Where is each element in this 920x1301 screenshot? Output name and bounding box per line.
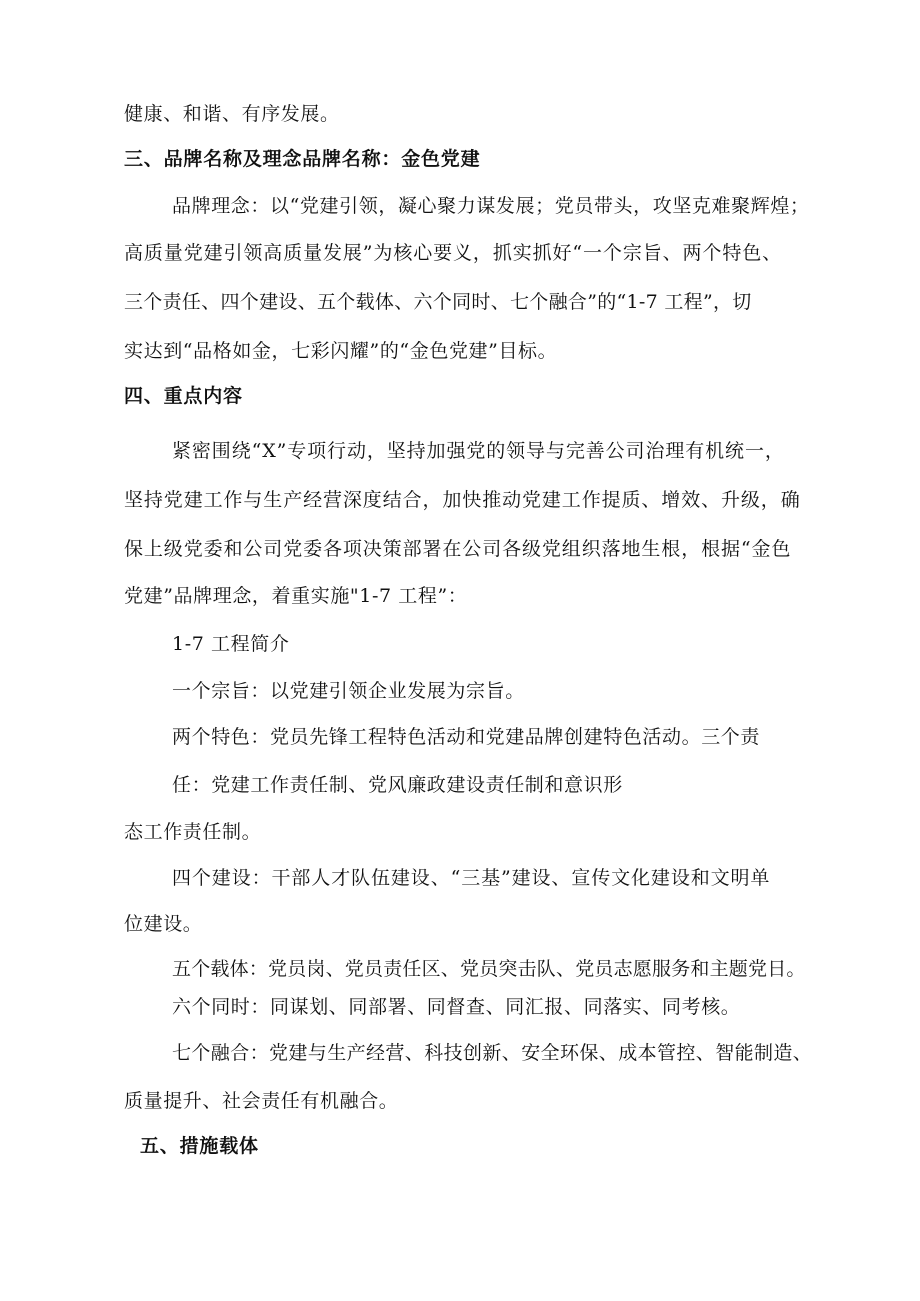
list-item: 任：党建工作责任制、党风廉政建设责任制和意识形: [172, 774, 623, 796]
paragraph-line: 坚持党建工作与生产经营深度结合，加快推动党建工作提质、增效、升级，确: [124, 489, 801, 511]
paragraph-line: 品牌理念：以“党建引领，凝心聚力谋发展；党员带头，攻坚克难聚辉煌；: [172, 195, 810, 217]
section-heading-3: 三、品牌名称及理念品牌名称：金色党建: [124, 148, 481, 170]
list-item: 位建设。: [124, 913, 203, 935]
paragraph-line: 健康、和谐、有序发展。: [124, 103, 340, 125]
paragraph-line: 高质量党建引领高质量发展”为核心要义，抓实抓好“一个宗旨、两个特色、: [124, 242, 783, 264]
paragraph-line: 三个责任、四个建设、五个载体、六个同时、七个融合”的“1-7 工程”，切: [124, 291, 752, 313]
section-heading-4: 四、重点内容: [124, 385, 243, 407]
list-item: 一个宗旨：以党建引领企业发展为宗旨。: [172, 680, 525, 702]
list-item: 六个同时：同谋划、同部署、同督查、同汇报、同落实、同考核。: [172, 996, 741, 1018]
list-item: 四个建设：干部人才队伍建设、“三基”建设、宣传文化建设和文明单: [172, 867, 771, 889]
list-item: 七个融合：党建与生产经营、科技创新、安全环保、成本管控、智能制造、: [172, 1042, 813, 1064]
paragraph-line: 保上级党委和公司党委各项决策部署在公司各级党组织落地生根，根据“金色: [124, 538, 792, 560]
list-item: 两个特色：党员先锋工程特色活动和党建品牌创建特色活动。三个责: [172, 726, 761, 748]
paragraph-line: 实达到“品格如金，七彩闪耀”的“金色党建”目标。: [124, 340, 558, 362]
subheading: 1-7 工程简介: [172, 633, 290, 655]
paragraph-line: 紧密围绕“X”专项行动，坚持加强党的领导与完善公司治理有机统一，: [172, 440, 785, 462]
list-item: 质量提升、社会责任有机融合。: [124, 1090, 399, 1112]
section-heading-5: 五、措施载体: [140, 1135, 259, 1157]
list-item: 五个载体：党员岗、党员责任区、党员突击队、党员志愿服务和主题党日。: [172, 958, 806, 980]
list-item: 态工作责任制。: [124, 821, 262, 843]
paragraph-line: 党建”品牌理念，着重实施"1-7 工程”：: [124, 585, 468, 607]
